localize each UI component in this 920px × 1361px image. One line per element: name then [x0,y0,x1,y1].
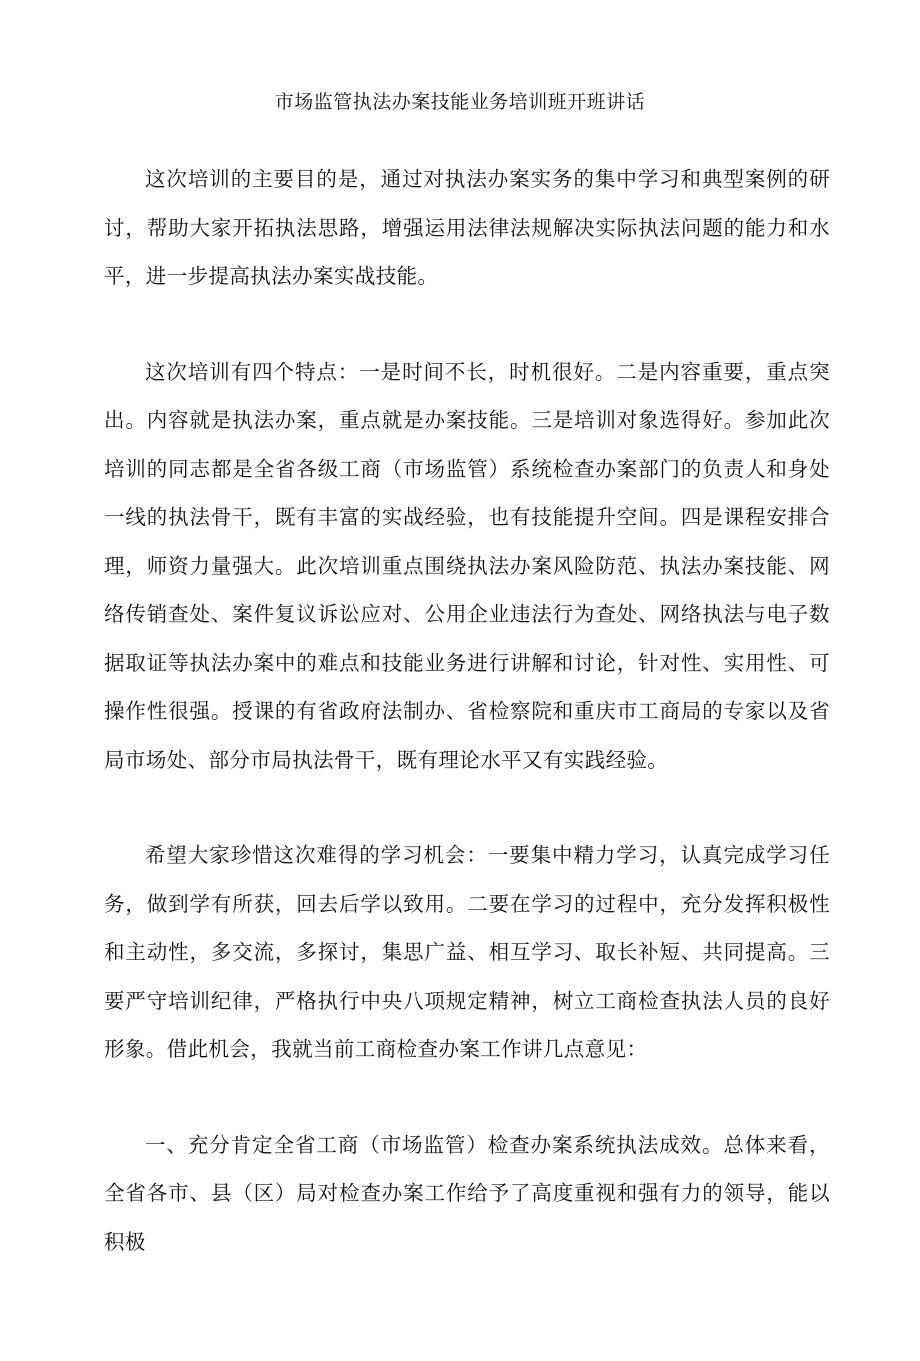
paragraph-training-purpose: 这次培训的主要目的是，通过对执法办案实务的集中学习和典型案例的研讨，帮助大家开拓执法思路，增强运用法律法规解决实际执法问题的能力和水平，进一步提高执法办案实战技能。 [104,167,830,288]
paragraph-section-one: 一、充分肯定全省工商（市场监管）检查办案系统执法成效。总体来看，全省各市、县（区）局对检查办案工作给予了高度重视和强有力的领导，能以积极 [104,1132,830,1254]
paragraph-expectations: 希望大家珍惜这次难得的学习机会：一要集中精力学习，认真完成学习任务，做到学有所获，回去后学以致用。二要在学习的过程中，充分发挥积极性和主动性，多交流，多探讨，集思广益、相互学习、取长补短、共同提高。三要严守培训纪律，严格执行中央八项规定精神，树立工商检查执法人员的良好形象。借此机会，我就当前工商检查办案工作讲几点意见： [104,843,830,1061]
document-title: 市场监管执法办案技能业务培训班开班讲话 [274,91,646,113]
paragraph-training-features: 这次培训有四个特点：一是时间不长，时机很好。二是内容重要，重点突出。内容就是执法办案，重点就是办案技能。三是培训对象选得好。参加此次培训的同志都是全省各级工商（市场监管）系统检查办案部门的负责人和身处一线的执法骨干，既有丰富的实战经验，也有技能提升空间。四是课程安排合理，师资力量强大。此次培训重点围绕执法办案风险防范、执法办案技能、网络传销查处、案件复议诉讼应对、公用企业违法行为查处、网络执法与电子数据取证等执法办案中的难点和技能业务进行讲解和讨论，针对性、实用性、可操作性很强。授课的有省政府法制办、省检察院和重庆市工商局的专家以及省局市场处、部分市局执法骨干，既有理论水平又有实践经验。 [104,359,830,772]
document-body [104,155,830,1313]
